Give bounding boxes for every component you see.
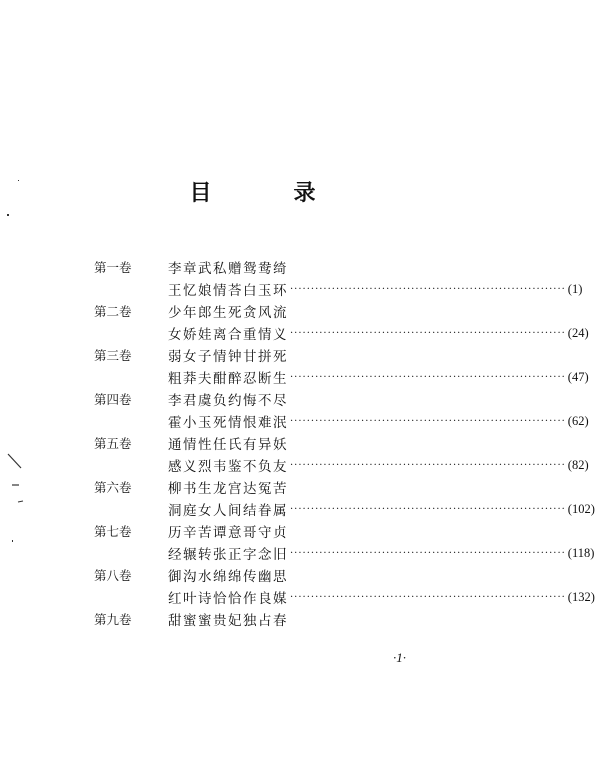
volume-label: 第二卷 — [94, 304, 132, 319]
volume-label: 第一卷 — [94, 260, 132, 275]
leader-dots: ·································································· — [290, 459, 566, 471]
page-folio: ·1· — [393, 650, 406, 665]
toc-entry-3 — [94, 344, 589, 388]
scan-mark — [6, 452, 26, 512]
chapter-heading-line2: 红叶诗恰恰作良媒 — [168, 591, 288, 607]
leader-dots: ·································································· — [290, 415, 566, 427]
chapter-heading-line1: 柳书生龙宫达冤苦 — [168, 481, 288, 497]
chapter-heading-line2: 粗莽夫酣醉忍断生 — [168, 371, 288, 387]
volume-label: 第三卷 — [94, 348, 132, 363]
scan-speck — [18, 180, 19, 181]
table-of-contents — [94, 256, 595, 630]
chapter-heading-line1: 李章武私赠鸳鸯绮 — [168, 261, 288, 277]
toc-entry-7 — [94, 520, 595, 564]
chapter-heading-line1: 甜蜜蜜贵妃独占春 — [168, 613, 288, 629]
page-number: (102) — [567, 501, 595, 516]
chapter-heading-line1: 少年郎生死贪风流 — [168, 305, 288, 321]
volume-label: 第六卷 — [94, 480, 132, 495]
toc-entry-6 — [94, 476, 595, 520]
volume-label: 第八卷 — [94, 568, 132, 583]
page-number: (24) — [567, 325, 589, 340]
volume-label: 第五卷 — [94, 436, 132, 451]
toc-entry-2 — [94, 300, 589, 344]
chapter-heading-line2: 洞庭女人间结眷属 — [168, 503, 288, 519]
leader-dots: ·································································· — [290, 371, 566, 383]
scan-speck — [7, 214, 9, 216]
leader-dots: ·································································· — [290, 547, 566, 559]
page-number: (132) — [567, 589, 595, 604]
chapter-heading-line2: 女娇娃离合重情义 — [168, 327, 288, 343]
leader-dots: ·································································· — [290, 283, 566, 295]
chapter-heading-line2: 感义烈韦鉴不负友 — [168, 459, 288, 475]
volume-label: 第七卷 — [94, 524, 132, 539]
chapter-heading-line1: 弱女子情钟甘拼死 — [168, 349, 288, 365]
toc-entry-1 — [94, 256, 583, 300]
page-number: (1) — [567, 281, 583, 296]
page-number: (62) — [567, 413, 589, 428]
page-title: 目 录 — [189, 181, 346, 206]
leader-dots: ·································································· — [290, 591, 566, 603]
volume-label: 第四卷 — [94, 392, 132, 407]
chapter-heading-line1: 御沟水绵绵传幽思 — [168, 569, 288, 585]
toc-entry-9 — [94, 608, 446, 630]
chapter-heading-line2: 王忆娘情荅白玉环 — [168, 283, 288, 299]
chapter-heading-line1: 历辛苦谭意哥守贞 — [168, 525, 288, 541]
scan-speck — [12, 540, 13, 542]
volume-label: 第九卷 — [94, 612, 132, 627]
leader-dots: ·································································· — [290, 327, 566, 339]
chapter-heading-line1: 通情性任氏有异妖 — [168, 437, 288, 453]
chapter-heading-line2: 霍小玉死情恨难泯 — [168, 415, 288, 431]
toc-entry-4 — [94, 388, 589, 432]
leader-dots: ·································································· — [290, 503, 566, 515]
toc-entry-5 — [94, 432, 589, 476]
page-number: (82) — [567, 457, 589, 472]
chapter-heading-line1: 李君虞负约悔不尽 — [168, 393, 288, 409]
chapter-heading-line2: 经辗转张正字念旧 — [168, 547, 288, 563]
toc-entry-8 — [94, 564, 595, 608]
page-number: (118) — [567, 545, 595, 560]
page-number: (47) — [567, 369, 589, 384]
